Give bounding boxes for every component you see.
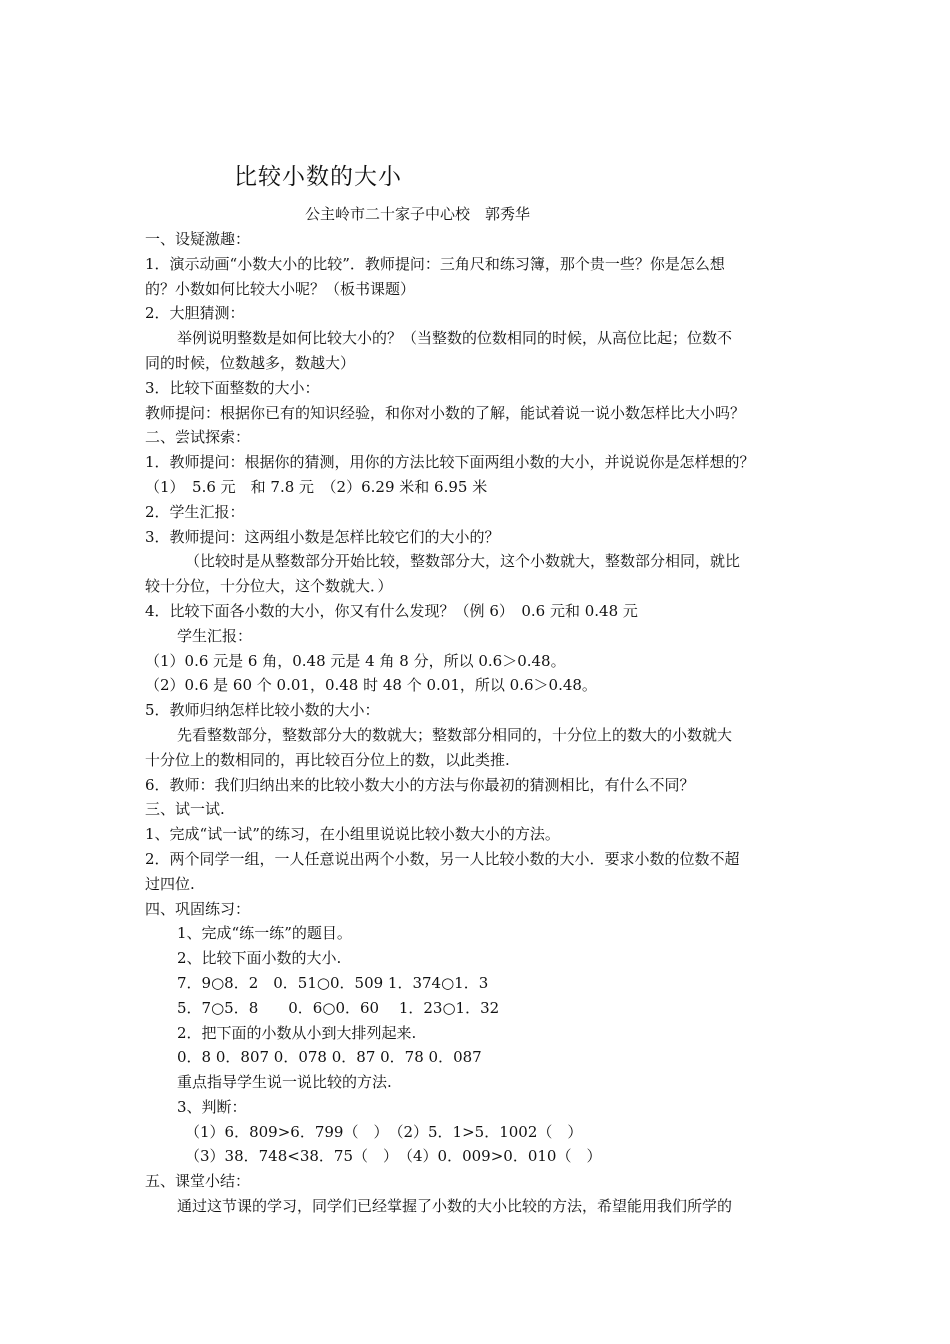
text-line: 0．8 0．807 0．078 0．87 0．78 0．087 bbox=[177, 1048, 482, 1067]
text-line: 4．比较下面各小数的大小，你又有什么发现？（例 6） 0.6 元和 0.48 元 bbox=[145, 601, 638, 620]
text-line: 6．教师：我们归纳出来的比较小数大小的方法与你最初的猜测相比，有什么不同？ bbox=[145, 775, 695, 794]
text-line: （2）0.6 是 60 个 0.01，0.48 时 48 个 0.01，所以 0.6＞0.48。 bbox=[145, 676, 597, 695]
text-line: 举例说明整数是如何比较大小的？（当整数的位数相同的时候，从高位比起；位数不 bbox=[177, 329, 733, 348]
text-line: 通过这节课的学习，同学们已经掌握了小数的大小比较的方法，希望能用我们所学的 bbox=[177, 1197, 733, 1216]
text-line: （3）38．748<38．75（ ） （4）0．009>0．010（ ） bbox=[185, 1147, 602, 1166]
text-line: 一、设疑激趣： bbox=[145, 230, 251, 248]
text-line: 过四位. bbox=[145, 874, 195, 893]
text-line: 2．大胆猜测： bbox=[145, 304, 245, 323]
text-line: 三、试一试. bbox=[145, 800, 225, 819]
text-line: 2、比较下面小数的大小. bbox=[177, 949, 342, 968]
document-author: 公主岭市二十家子中心校 郭秀华 bbox=[305, 205, 531, 223]
text-line: 学生汇报： bbox=[177, 626, 253, 645]
text-line: 重点指导学生说一说比较的方法. bbox=[177, 1073, 392, 1092]
text-line: 五、课堂小结： bbox=[145, 1172, 251, 1191]
text-line: 1．教师提问：根据你的猜测，用你的方法比较下面两组小数的大小，并说说你是怎样想的？ bbox=[145, 453, 755, 472]
text-line: 2．学生汇报： bbox=[145, 502, 245, 521]
text-line: 7．9○8．2 0．51○0．509 1．374○1．3 bbox=[177, 973, 489, 992]
text-line: （1） 5.6 元 和 7.8 元 （2）6.29 米和 6.95 米 bbox=[145, 477, 488, 496]
text-line: 2．两个同学一组，一人任意说出两个小数，另一人比较小数的大小．要求小数的位数不超 bbox=[145, 849, 740, 868]
text-line: 1、完成“练一练”的题目。 bbox=[177, 924, 352, 943]
text-line: 5．7○5．8 0．6○0．60 1．23○1．32 bbox=[177, 998, 500, 1017]
text-line: （比较时是从整数部分开始比较，整数部分大，这个小数就大，整数部分相同，就比 bbox=[185, 552, 741, 571]
text-line: 教师提问：根据你已有的知识经验，和你对小数的了解，能试着说一说小数怎样比大小吗？ bbox=[145, 403, 746, 422]
document-body bbox=[145, 227, 815, 1219]
text-line: 5．教师归纳怎样比较小数的大小： bbox=[145, 701, 380, 720]
text-line: 3．教师提问：这两组小数是怎样比较它们的大小的？ bbox=[145, 527, 500, 546]
text-line: 先看整数部分，整数部分大的数就大；整数部分相同的，十分位上的数大的小数就大 bbox=[177, 725, 733, 744]
text-line: 二、尝试探索： bbox=[145, 428, 251, 447]
text-line: 1、完成“试一试”的练习，在小组里说说比较小数大小的方法。 bbox=[145, 825, 560, 844]
text-line: 3、判断： bbox=[177, 1097, 247, 1116]
text-line: 十分位上的数相同的，再比较百分位上的数，以此类推. bbox=[145, 750, 510, 769]
text-line: 1．演示动画“小数大小的比较”．教师提问：三角尺和练习簿，那个贵一些？你是怎么想 bbox=[145, 254, 725, 273]
text-line: （1）0.6 元是 6 角，0.48 元是 4 角 8 分，所以 0.6＞0.48。 bbox=[145, 651, 566, 670]
text-line: （1）6．809>6．799（ ） （2）5．1>5．1002（ ） bbox=[185, 1122, 583, 1141]
document-title: 比较小数的大小 bbox=[234, 164, 402, 190]
text-line: 的？小数如何比较大小呢？（板书课题） bbox=[145, 279, 416, 298]
text-line: 同的时候，位数越多，数越大） bbox=[145, 353, 356, 372]
text-line: 较十分位，十分位大，这个数就大．） bbox=[145, 577, 393, 596]
text-line: 2．把下面的小数从小到大排列起来. bbox=[177, 1023, 417, 1042]
text-line: 四、巩固练习： bbox=[145, 899, 251, 918]
text-line: 3．比较下面整数的大小： bbox=[145, 378, 320, 397]
